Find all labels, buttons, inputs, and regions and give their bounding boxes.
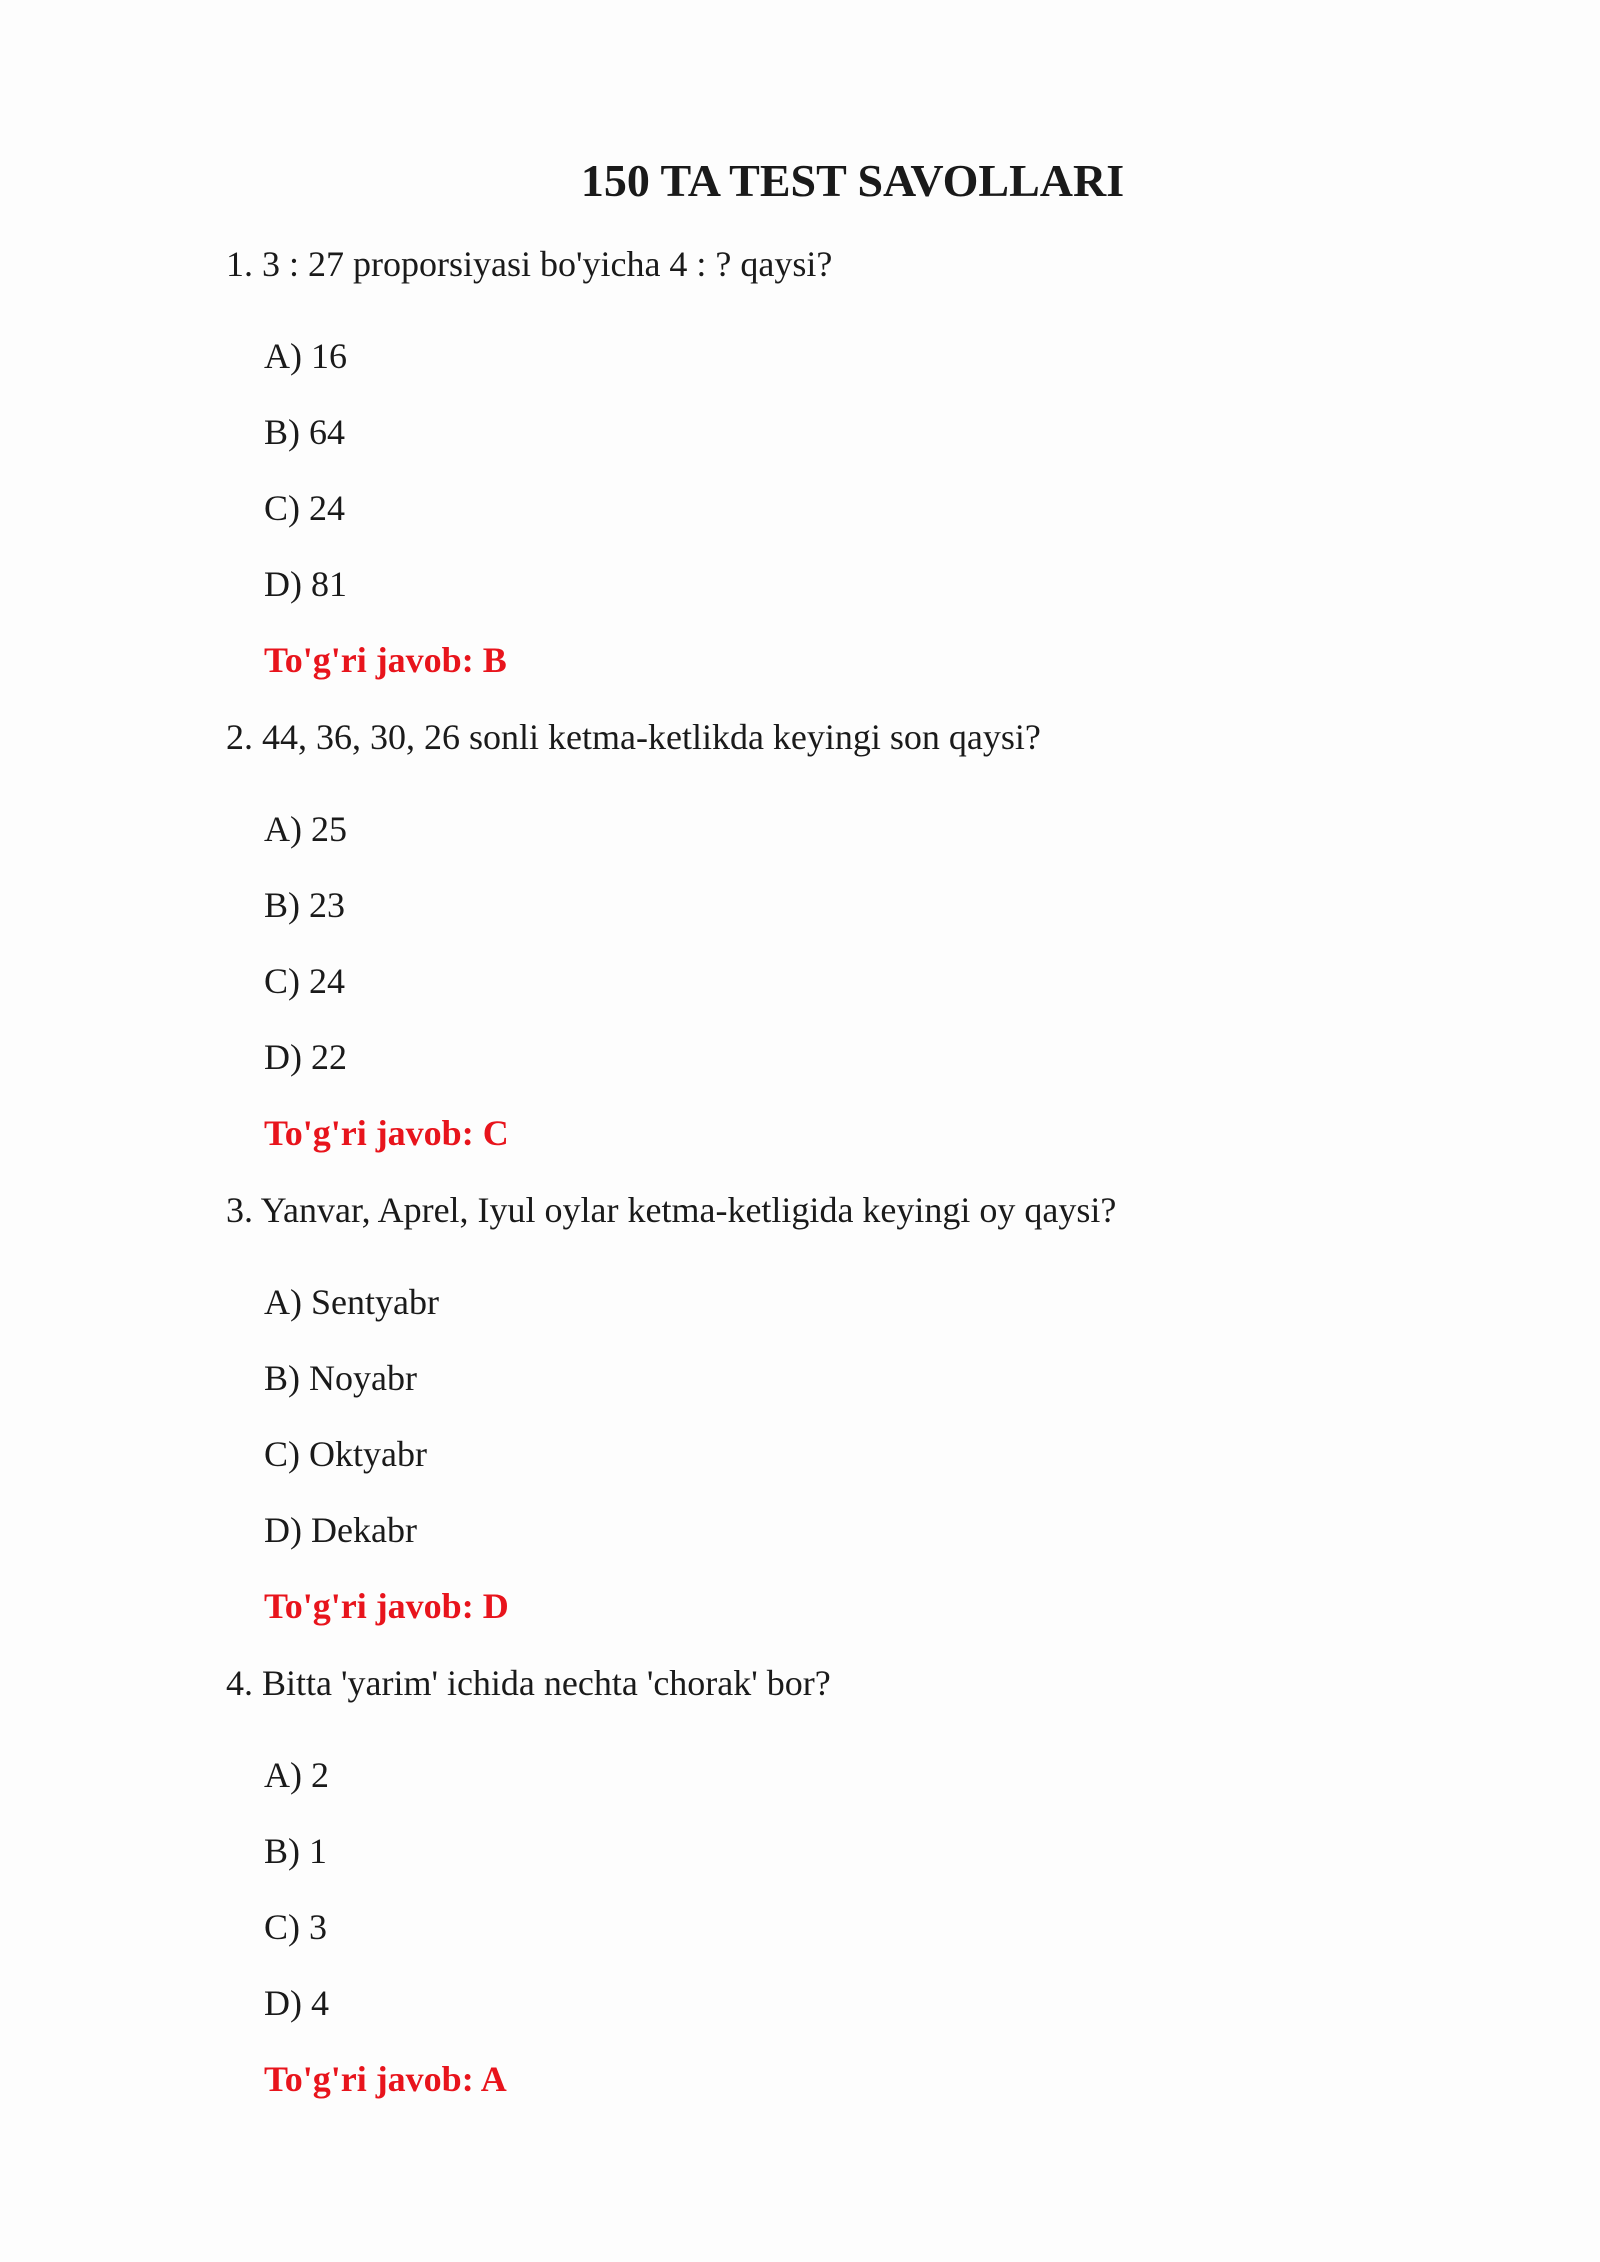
correct-answer: To'g'ri javob: D (264, 1586, 509, 1626)
question-block (226, 1659, 1426, 2103)
option-c: C) 24 (264, 488, 345, 528)
question-block (226, 713, 1426, 1157)
option-a: A) 2 (264, 1755, 329, 1795)
option-a: A) 25 (264, 809, 347, 849)
option-b: B) 1 (264, 1831, 327, 1871)
page-title: 150 TA TEST SAVOLLARI (580, 155, 1125, 206)
option-list (226, 332, 1426, 608)
option-d: D) 81 (264, 564, 347, 604)
option-c: C) 24 (264, 961, 345, 1001)
option-b: B) 23 (264, 885, 345, 925)
correct-answer: To'g'ri javob: A (264, 2059, 507, 2099)
option-list (226, 1278, 1426, 1554)
option-c: C) 3 (264, 1907, 327, 1947)
option-d: D) 22 (264, 1037, 347, 1077)
correct-answer: To'g'ri javob: B (264, 640, 507, 680)
question-text: 3. Yanvar, Aprel, Iyul oylar ketma-ketligida keyingi oy qaysi? (226, 1190, 1117, 1230)
correct-answer: To'g'ri javob: C (264, 1113, 509, 1153)
option-d: D) Dekabr (264, 1510, 417, 1550)
question-block (226, 240, 1426, 684)
option-list (226, 1751, 1426, 2027)
question-block (226, 1186, 1426, 1630)
question-text: 2. 44, 36, 30, 26 sonli ketma-ketlikda keyingi son qaysi? (226, 717, 1041, 757)
option-list (226, 805, 1426, 1081)
question-text: 1. 3 : 27 proporsiyasi bo'yicha 4 : ? qaysi? (226, 244, 833, 284)
option-b: B) 64 (264, 412, 345, 452)
option-a: A) 16 (264, 336, 347, 376)
option-c: C) Oktyabr (264, 1434, 427, 1474)
option-a: A) Sentyabr (264, 1282, 439, 1322)
option-d: D) 4 (264, 1983, 329, 2023)
question-text: 4. Bitta 'yarim' ichida nechta 'chorak' bor? (226, 1663, 831, 1703)
option-b: B) Noyabr (264, 1358, 417, 1398)
